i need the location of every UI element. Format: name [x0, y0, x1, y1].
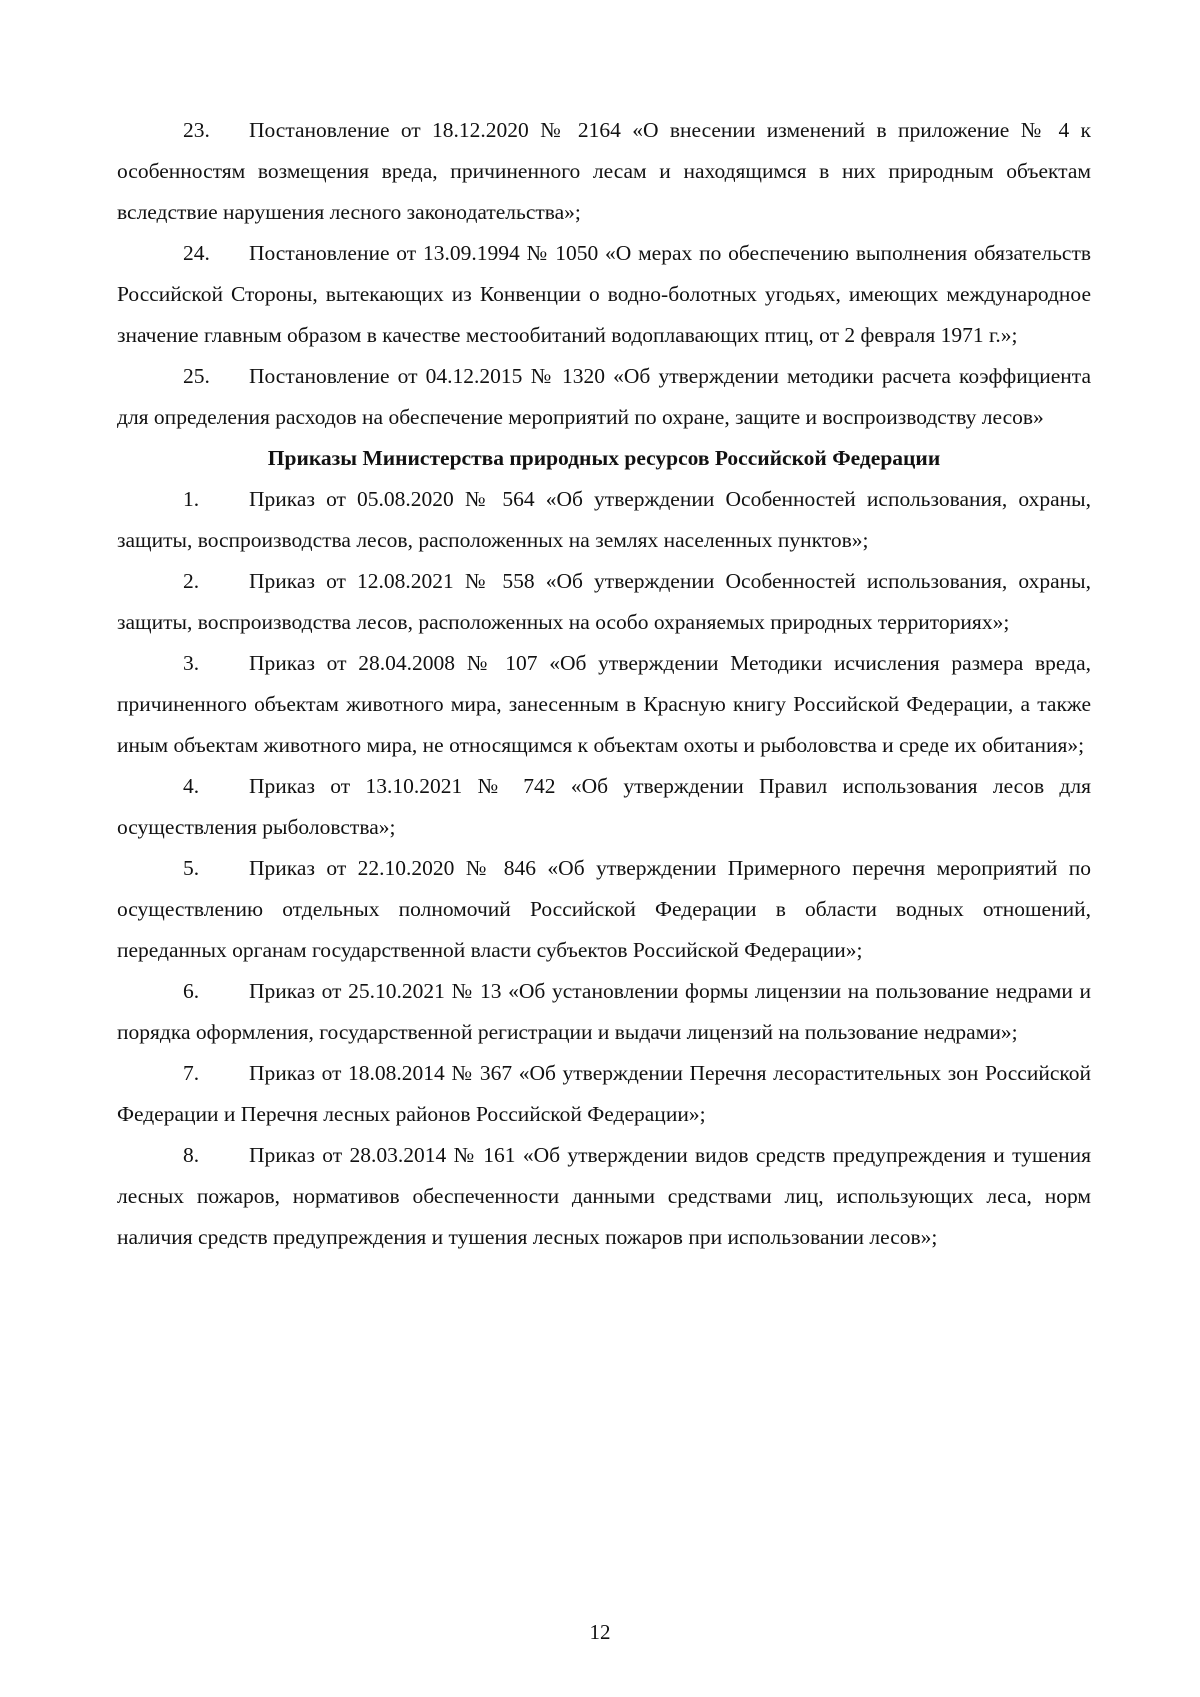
item-text: Приказ от 13.10.2021 № 742 «Об утверждении Правил использования лесов для осуществления рыболовства»;: [117, 774, 1091, 839]
item-text: Приказ от 18.08.2014 № 367 «Об утверждении Перечня лесорастительных зон Российской Федерации и Перечня лесных районов Российской Федерации»;: [117, 1061, 1091, 1126]
section-heading: Приказы Министерства природных ресурсов Российской Федерации: [267, 446, 941, 470]
item-number: 3.: [183, 651, 200, 675]
item-text: Приказ от 12.08.2021 № 558 «Об утверждении Особенностей использования, охраны, защиты, воспроизводства лесов, расположенных на особо охраняемых природных территориях»;: [117, 569, 1091, 634]
item-number: 5.: [183, 856, 200, 880]
item-text: Приказ от 28.03.2014 № 161 «Об утверждении видов средств предупреждения и тушения лесных пожаров, нормативов обеспеченности данными средствами лиц, использующих леса, норм наличия средств предупреждения и тушения лесных пожаров при использовании лесов»;: [117, 1143, 1091, 1249]
item-text: Постановление от 13.09.1994 № 1050 «О мерах по обеспечению выполнения обязательств Российской Стороны, вытекающих из Конвенции о водно-болотных угодьях, имеющих международное значение главным образом в качестве местообитаний водоплавающих птиц, от 2 февраля 1971 г.»;: [117, 241, 1091, 347]
item-number: 25.: [183, 364, 210, 388]
list-item: [117, 971, 1091, 1053]
item-number: 8.: [183, 1143, 200, 1167]
item-number: 4.: [183, 774, 200, 798]
list-item: [117, 766, 1091, 848]
item-number: 7.: [183, 1061, 200, 1085]
list-item: [117, 356, 1091, 438]
item-text: Постановление от 04.12.2015 № 1320 «Об утверждении методики расчета коэффициента для определения расходов на обеспечение мероприятий по охране, защите и воспроизводству лесов»: [117, 364, 1091, 429]
list-item: [117, 561, 1091, 643]
list-item: [117, 1053, 1091, 1135]
list-item: [117, 1135, 1091, 1258]
list-item: [117, 848, 1091, 971]
item-text: Приказ от 25.10.2021 № 13 «Об установлении формы лицензии на пользование недрами и порядка оформления, государственной регистрации и выдачи лицензий на пользование недрами»;: [117, 979, 1091, 1044]
list-item: [117, 643, 1091, 766]
item-number: 24.: [183, 241, 210, 265]
list-item: [117, 110, 1091, 233]
item-number: 6.: [183, 979, 200, 1003]
list-item: [117, 233, 1091, 356]
item-text: Постановление от 18.12.2020 № 2164 «О внесении изменений в приложение № 4 к особенностям возмещения вреда, причиненного лесам и находящимся в них природным объектам вследствие нарушения лесного законодательства»;: [117, 118, 1091, 224]
item-text: Приказ от 05.08.2020 № 564 «Об утверждении Особенностей использования, охраны, защиты, воспроизводства лесов, расположенных на землях населенных пунктов»;: [117, 487, 1091, 552]
item-number: 23.: [183, 118, 210, 142]
list-item: [117, 479, 1091, 561]
page-number: 12: [589, 1620, 611, 1644]
item-text: Приказ от 28.04.2008 № 107 «Об утверждении Методики исчисления размера вреда, причиненного объектам животного мира, занесенным в Красную книгу Российской Федерации, а также иным объектам животного мира, не относящимся к объектам охоты и рыболовства и среде их обитания»;: [117, 651, 1091, 757]
item-number: 2.: [183, 569, 200, 593]
item-number: 1.: [183, 487, 200, 511]
document-body: [117, 110, 1091, 1258]
item-text: Приказ от 22.10.2020 № 846 «Об утверждении Примерного перечня мероприятий по осуществлению отдельных полномочий Российской Федерации в области водных отношений, переданных органам государственной власти субъектов Российской Федерации»;: [117, 856, 1091, 962]
